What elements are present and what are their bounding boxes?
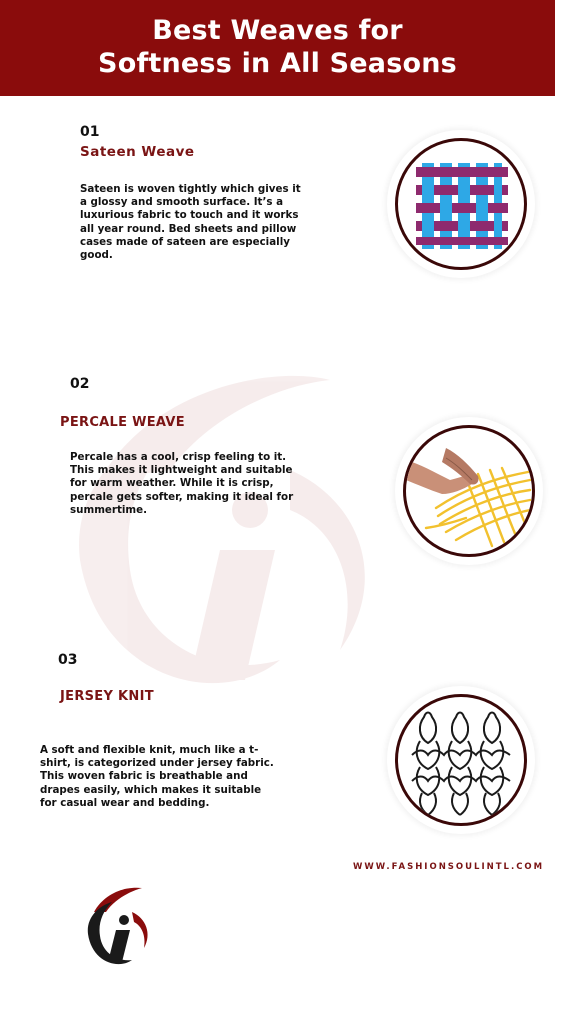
section-2-number: 02 bbox=[70, 376, 90, 392]
watermark-logo-icon bbox=[60, 360, 390, 720]
brand-logo-icon bbox=[80, 882, 160, 972]
page-title bbox=[0, 0, 555, 80]
percale-weave-icon bbox=[406, 428, 532, 554]
sateen-circle bbox=[387, 130, 535, 278]
jersey-knit-icon bbox=[398, 697, 524, 823]
title-line-1: Best Weaves for bbox=[152, 15, 403, 46]
section-3-title: JERSEY KNIT bbox=[60, 689, 154, 704]
percale-circle bbox=[395, 417, 543, 565]
title-line-2: Softness in All Seasons bbox=[98, 48, 457, 79]
section-1-number: 01 bbox=[80, 124, 100, 140]
section-2-body: Percale has a cool, crisp feeling to it. This makes it lightweight and suitable for warm weather. While it is crisp, percale gets softer, making it ideal for summertime. bbox=[70, 451, 294, 516]
section-3-number: 03 bbox=[58, 652, 78, 668]
header-banner bbox=[0, 0, 555, 96]
section-1-body: Sateen is woven tightly which gives it a glossy and smooth surface. It’s a luxurious fabric to touch and it works all year round. Bed sheets and pillow cases made of sateen are especially good. bbox=[80, 183, 301, 262]
section-3-body: A soft and flexible knit, much like a t-shirt, is categorized under jersey fabric. This woven fabric is breathable and drapes easily, which makes it suitable for casual wear and bedding. bbox=[40, 744, 274, 809]
sateen-weave-icon bbox=[398, 141, 524, 267]
website-link[interactable]: WWW.FASHIONSOULINTL.COM bbox=[353, 862, 545, 872]
section-2-title: PERCALE WEAVE bbox=[60, 415, 185, 430]
jersey-circle bbox=[387, 686, 535, 834]
section-1-title: Sateen Weave bbox=[80, 144, 195, 160]
